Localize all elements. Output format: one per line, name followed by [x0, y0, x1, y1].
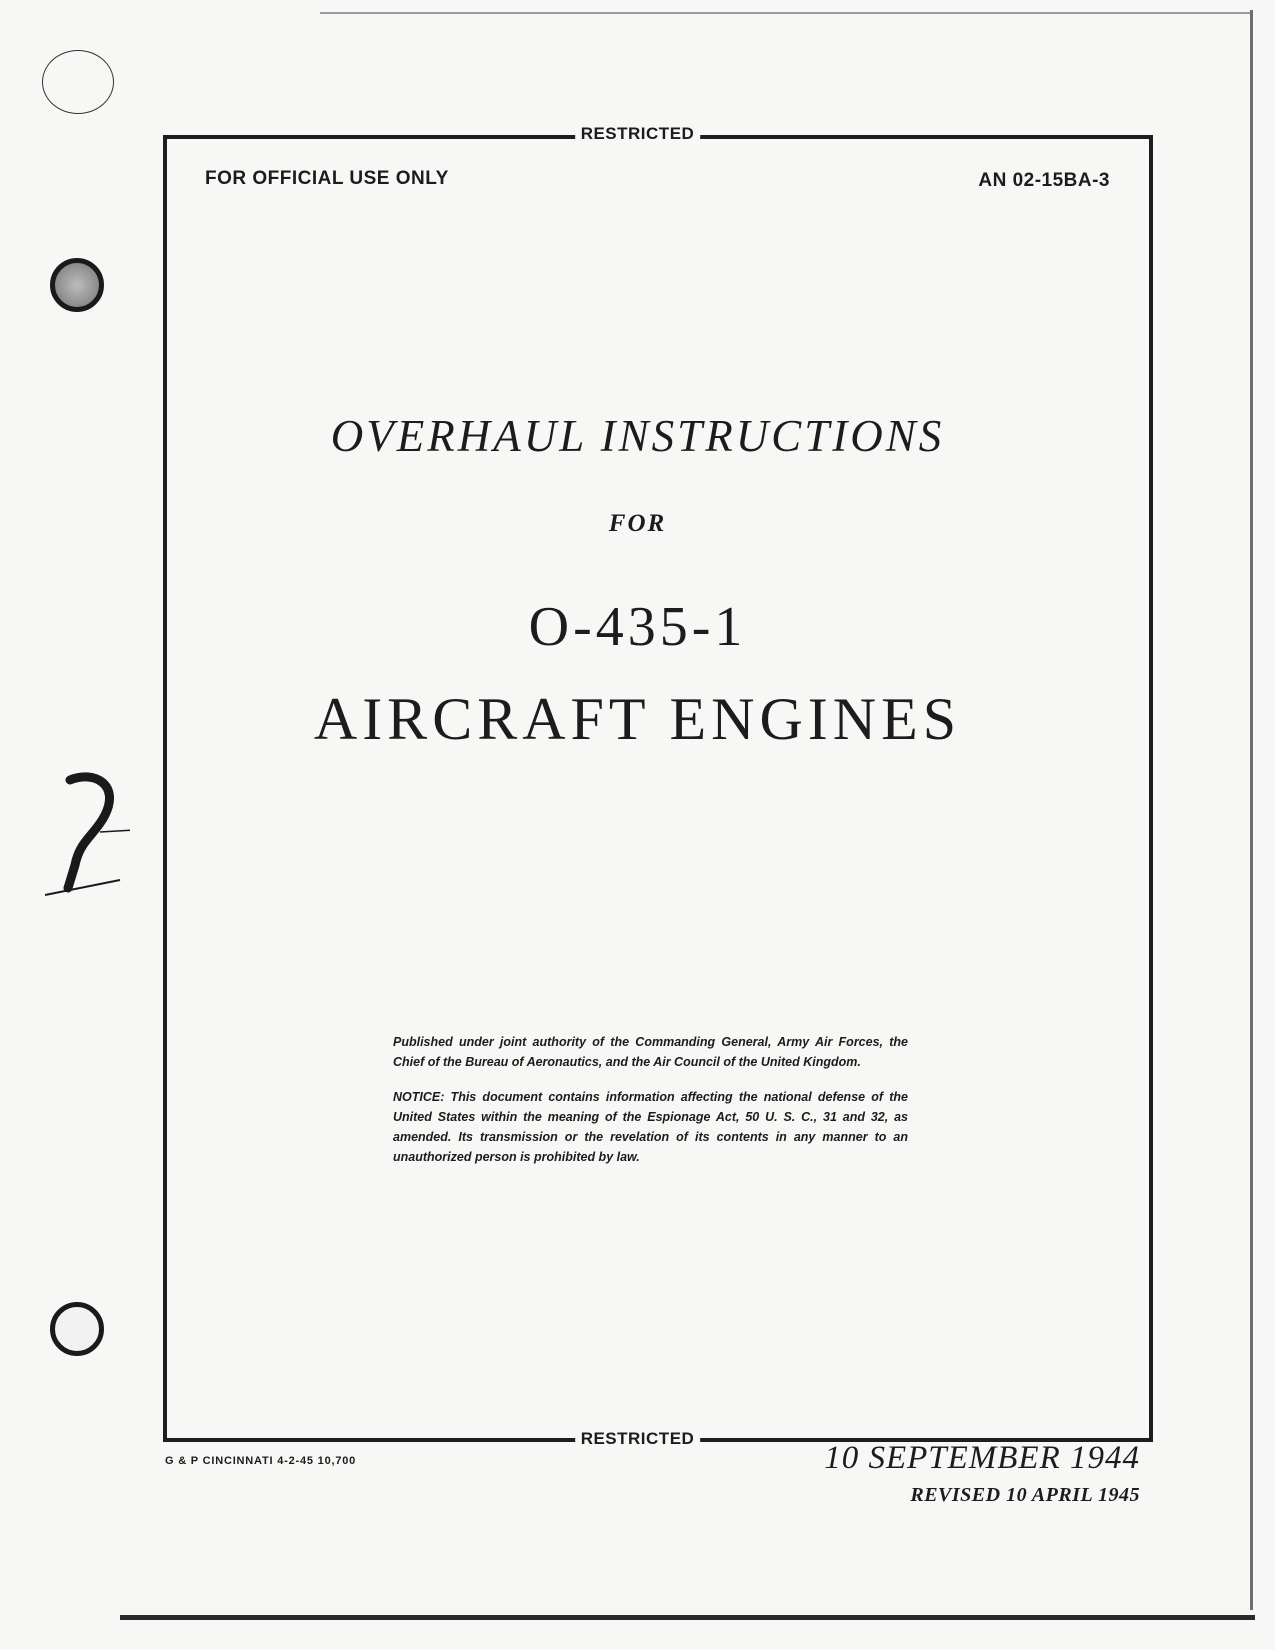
title-aircraft-engines: AIRCRAFT ENGINES — [313, 686, 962, 752]
handwritten-stamp — [42, 50, 114, 114]
page-border — [163, 135, 1153, 1442]
binder-hole-top — [50, 258, 104, 312]
revision-date: REVISED 10 APRIL 1945 — [910, 1484, 1140, 1506]
espionage-notice-text: NOTICE: This document contains information affecting the national defense of the United States within the meaning of the Espionage Act, 50 U. S. C., 31 and 32, as amended. Its transmission or the revelation of its contents in any manner to an unauthorized person is prohibited by law. — [393, 1090, 908, 1164]
classification-bottom: RESTRICTED — [575, 1429, 701, 1449]
classification-top: RESTRICTED — [575, 124, 701, 144]
title-for: FOR — [608, 510, 667, 537]
ink-smudge-mark — [40, 770, 130, 900]
publication-date: 10 SEPTEMBER 1944 — [824, 1440, 1140, 1476]
scan-top-edge — [320, 12, 1250, 14]
scan-right-edge — [1250, 10, 1253, 1610]
binder-hole-bottom — [50, 1302, 104, 1356]
publication-number: AN 02-15BA-3 — [978, 170, 1110, 191]
official-use-label: FOR OFFICIAL USE ONLY — [205, 168, 449, 189]
authority-notice-block — [393, 1032, 908, 1182]
engine-model: O-435-1 — [528, 596, 747, 658]
title-overhaul-instructions: OVERHAUL INSTRUCTIONS — [330, 411, 945, 461]
scan-bottom-edge — [120, 1615, 1255, 1620]
published-authority-text: Published under joint authority of the Commanding General, Army Air Forces, the Chief of the Bureau of Aeronautics, and the Air Council of the United Kingdom. — [393, 1035, 908, 1069]
printer-imprint: G & P CINCINNATI 4-2-45 10,700 — [165, 1455, 357, 1467]
